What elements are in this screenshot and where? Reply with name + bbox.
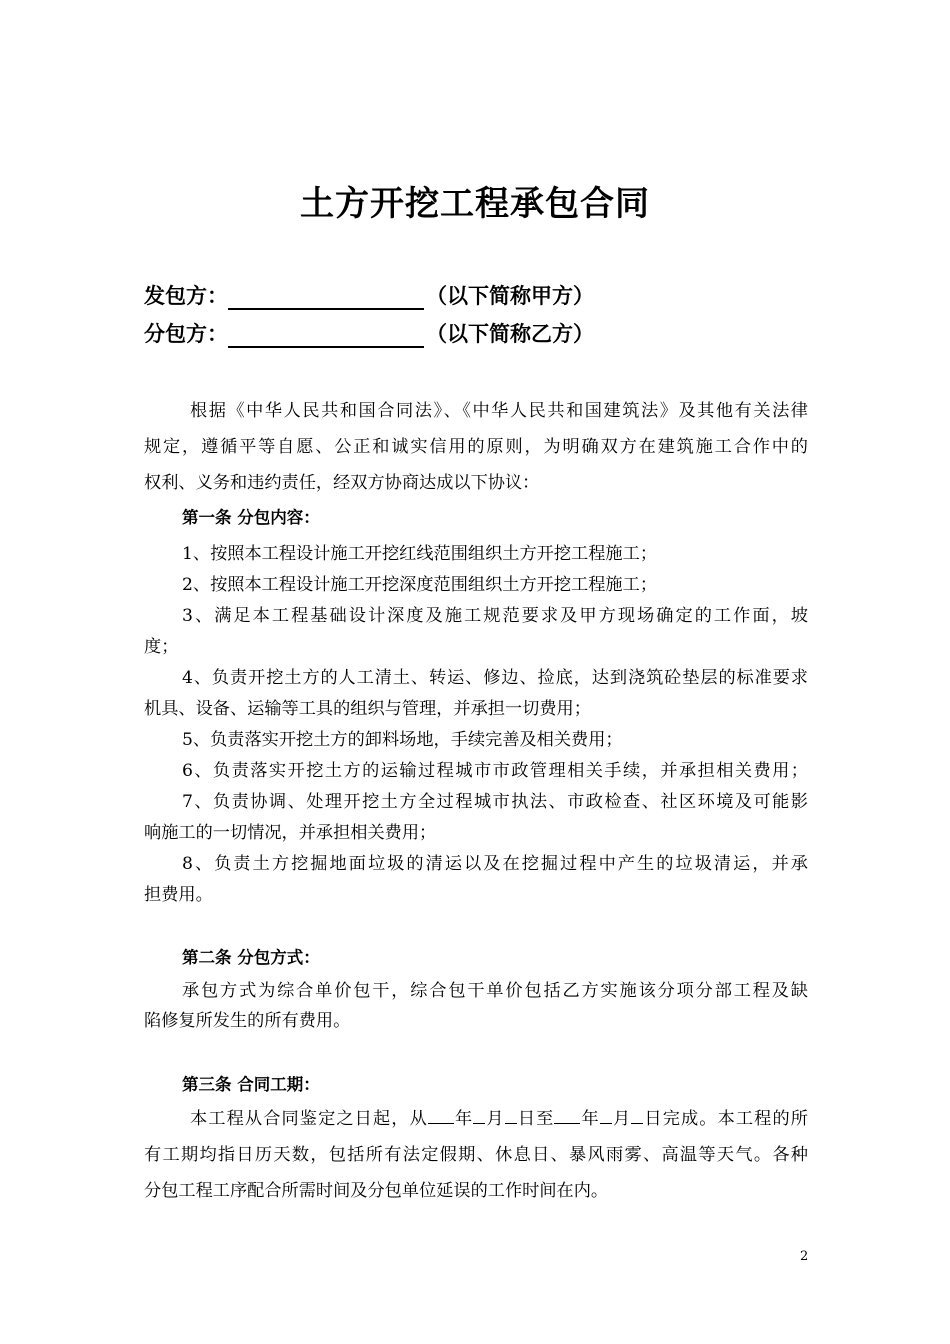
article1-line: 5、负责落实开挖土方的卸料场地，手续完善及相关费用； — [182, 730, 623, 750]
article1-line: 6、负责落实开挖土方的运输过程城市市政管理相关手续，并承担相关费用； — [182, 761, 808, 781]
month-blank — [600, 1107, 612, 1124]
article3-line: 分包工程工序配合所需时间及分包单位延误的工作时间在内。 — [144, 1181, 609, 1201]
contractor-note: （以下简称甲方） — [426, 284, 594, 308]
month-blank — [473, 1107, 485, 1124]
intro-line: 权利、义务和违约责任，经双方协商达成以下协议： — [144, 473, 540, 493]
intro-line: 规定，遵循平等自愿、公正和诚实信用的原则，为明确双方在建筑施工合作中的 — [144, 437, 808, 457]
article1-line: 1、按照本工程设计施工开挖红线范围组织土方开挖工程施工； — [182, 544, 658, 564]
contractor-blank — [228, 286, 424, 310]
text-fragment: 年 — [453, 1109, 474, 1129]
text-fragment: 日至 — [516, 1109, 555, 1129]
text-fragment: 月 — [485, 1109, 505, 1129]
article3-line: 有工期均指日历天数，包括所有法定假期、休息日、暴风雨雾、高温等天气。各种 — [144, 1145, 808, 1165]
year-blank — [554, 1107, 580, 1124]
article2-line: 承包方式为综合单价包干，综合包干单价包括乙方实施该分项分部工程及缺 — [182, 981, 808, 1001]
article1-line: 响施工的一切情况，并承担相关费用； — [144, 823, 437, 843]
text-fragment: 年 — [580, 1109, 600, 1129]
subcontractor-note: （以下简称乙方） — [426, 322, 594, 346]
article1-line: 2、按照本工程设计施工开挖深度范围组织土方开挖工程施工； — [182, 575, 658, 595]
article1-line: 担费用。 — [144, 885, 213, 905]
year-blank — [428, 1107, 454, 1124]
contractor-line — [144, 280, 594, 310]
article2-heading: 第二条 分包方式： — [182, 948, 320, 967]
article3-line-1 — [190, 1104, 808, 1129]
article3-heading: 第三条 合同工期： — [182, 1075, 320, 1094]
text-fragment: 日完成。本工程的所 — [643, 1109, 808, 1129]
subcontractor-label: 分包方： — [144, 322, 228, 346]
day-blank — [631, 1107, 643, 1124]
text-fragment: 本工程从合同鉴定之日起，从 — [190, 1109, 428, 1129]
article2-line: 陷修复所发生的所有费用。 — [144, 1011, 351, 1031]
article1-line: 3、满足本工程基础设计深度及施工规范要求及甲方现场确定的工作面，坡 — [182, 606, 808, 626]
page-number: 2 — [800, 1249, 809, 1264]
contractor-label: 发包方： — [144, 284, 228, 308]
article1-line: 度； — [144, 637, 179, 657]
article1-heading: 第一条 分包内容： — [182, 508, 320, 527]
article1-line: 7、负责协调、处理开挖土方全过程城市执法、市政检查、社区环境及可能影 — [182, 792, 808, 812]
intro-line: 根据《中华人民共和国合同法》、《中华人民共和国建筑法》及其他有关法律 — [190, 401, 808, 421]
article1-line: 8、负责土方挖掘地面垃圾的清运以及在挖掘过程中产生的垃圾清运，并承 — [182, 854, 808, 874]
contract-title: 土方开挖工程承包合同 — [300, 184, 650, 224]
text-fragment: 月 — [611, 1109, 632, 1129]
day-blank — [505, 1107, 517, 1124]
subcontractor-line — [144, 318, 594, 348]
subcontractor-blank — [228, 324, 424, 348]
article1-line: 4、负责开挖土方的人工清土、转运、修边、捡底，达到浇筑砼垫层的标准要求 — [182, 668, 808, 688]
article1-line: 机具、设备、运输等工具的组织与管理，并承担一切费用； — [144, 699, 591, 719]
